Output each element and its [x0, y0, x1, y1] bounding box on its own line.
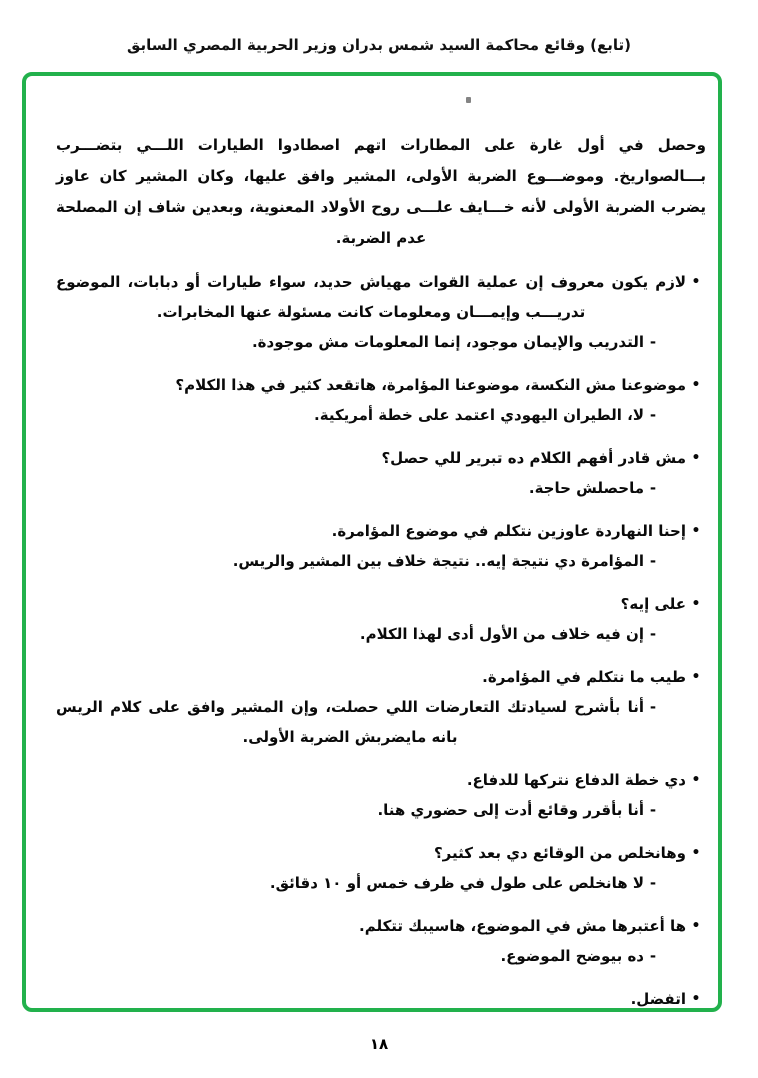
- question-text: دي خطة الدفاع نتركها للدفاع.: [466, 771, 686, 789]
- question-row: [56, 267, 706, 327]
- dialogue-group: [56, 838, 706, 898]
- question-text: إحنا النهاردة عاوزين نتكلم في موضوع المؤامرة.: [331, 522, 686, 540]
- dialogue-group: [56, 267, 706, 357]
- dash-icon: -: [649, 801, 657, 819]
- bullet-icon: •: [691, 772, 701, 788]
- question-row: [56, 765, 706, 795]
- dialogue-group: [56, 662, 706, 752]
- question-row: [56, 662, 706, 692]
- answer-row: [56, 619, 706, 649]
- question-text: ها أعتبرها مش في الموضوع، هاسيبك تتكلم.: [359, 917, 686, 935]
- question-row: [56, 370, 706, 400]
- bullet-icon: •: [691, 991, 701, 1007]
- dash-icon: -: [649, 333, 657, 351]
- dialogue-group: [56, 911, 706, 971]
- question-text: طيب ما نتكلم في المؤامرة.: [482, 668, 686, 686]
- question-text: وهانخلص من الوقائع دي بعد كثير؟: [433, 844, 686, 862]
- answer-text: أنا بأقرر وقائع أدت إلى حضوري هنا.: [377, 801, 644, 819]
- dash-icon: -: [649, 625, 657, 643]
- answer-text: ماحصلش حاجة.: [528, 479, 644, 497]
- bullet-icon: •: [691, 377, 701, 393]
- bullet-icon: •: [691, 918, 701, 934]
- dash-icon: -: [649, 698, 657, 716]
- dialogue-list: [56, 267, 706, 1014]
- green-border-frame: [22, 72, 722, 1012]
- question-row: [56, 838, 706, 868]
- question-row: [56, 911, 706, 941]
- bullet-icon: •: [691, 845, 701, 861]
- answer-row: [56, 795, 706, 825]
- answer-text: لا هانخلص على طول في ظرف خمس أو ١٠ دقائق.: [269, 874, 644, 892]
- intro-paragraph: وحصل في أول غارة على المطارات اتهم اصطادوا الطيارات اللـــي بتضـــرب بـــالصواريخ. وموضـــوع الضربة الأولى، المشير وافق عليها، وكان المشير كان عاوز يضرب الضربة الأولى لأنه خـــايف علـــى روح الأولاد المعنوية، وبعدين شاف إن المصلحة عدم الضربة.: [56, 136, 706, 247]
- document-content: [26, 76, 718, 1008]
- bullet-icon: •: [691, 274, 701, 290]
- answer-row: [56, 692, 706, 752]
- bullet-icon: •: [691, 596, 701, 612]
- question-text: اتفضل.: [630, 990, 686, 1008]
- dialogue-group: [56, 443, 706, 503]
- dialogue-group: [56, 370, 706, 430]
- answer-text: أنا بأشرح لسيادتك التعارضات اللي حصلت، وإن المشير وافق على كلام الريس بانه مايضربش الضربة الأولى.: [56, 698, 644, 746]
- page-number: ١٨: [369, 1035, 389, 1053]
- dialogue-group: [56, 984, 706, 1014]
- answer-text: المؤامرة دي نتيجة إيه.. نتيجة خلاف بين المشير والريس.: [232, 552, 644, 570]
- answer-text: التدريب والإيمان موجود، إنما المعلومات مش موجودة.: [251, 333, 644, 351]
- dialogue-group: [56, 589, 706, 649]
- question-row: [56, 443, 706, 473]
- dialogue-group: [56, 765, 706, 825]
- question-row: [56, 516, 706, 546]
- dash-icon: -: [649, 947, 657, 965]
- question-text: موضوعنا مش النكسة، موضوعنا المؤامرة، هاتقعد كثير في هذا الكلام؟: [175, 376, 686, 394]
- dash-icon: -: [649, 479, 657, 497]
- bullet-icon: •: [691, 523, 701, 539]
- answer-text: إن فيه خلاف من الأول أدى لهذا الكلام.: [359, 625, 644, 643]
- answer-row: [56, 327, 706, 357]
- dash-icon: -: [649, 406, 657, 424]
- question-text: مش قادر أفهم الكلام ده تبرير للي حصل؟: [381, 449, 686, 467]
- answer-row: [56, 400, 706, 430]
- answer-row: [56, 868, 706, 898]
- question-row: [56, 589, 706, 619]
- dialogue-group: [56, 516, 706, 576]
- bullet-icon: •: [691, 450, 701, 466]
- dash-icon: -: [649, 874, 657, 892]
- bullet-icon: •: [691, 669, 701, 685]
- question-text: لازم يكون معروف إن عملية القوات مهياش حديد، سواء طيارات أو دبابات، الموضوع تدريـــب وإيمـــان ومعلومات كانت مسئولة عنها المخابرات.: [56, 273, 686, 321]
- answer-row: [56, 941, 706, 971]
- question-text: على إيه؟: [620, 595, 686, 613]
- dash-icon: -: [649, 552, 657, 570]
- answer-row: [56, 473, 706, 503]
- answer-row: [56, 546, 706, 576]
- question-row: [56, 984, 706, 1014]
- answer-text: ده بيوضح الموضوع.: [500, 947, 644, 965]
- page-title: (تابع) وقائع محاكمة السيد شمس بدران وزير الحربية المصري السابق: [126, 36, 632, 54]
- answer-text: لا، الطيران اليهودي اعتمد على خطة أمريكية.: [314, 406, 644, 424]
